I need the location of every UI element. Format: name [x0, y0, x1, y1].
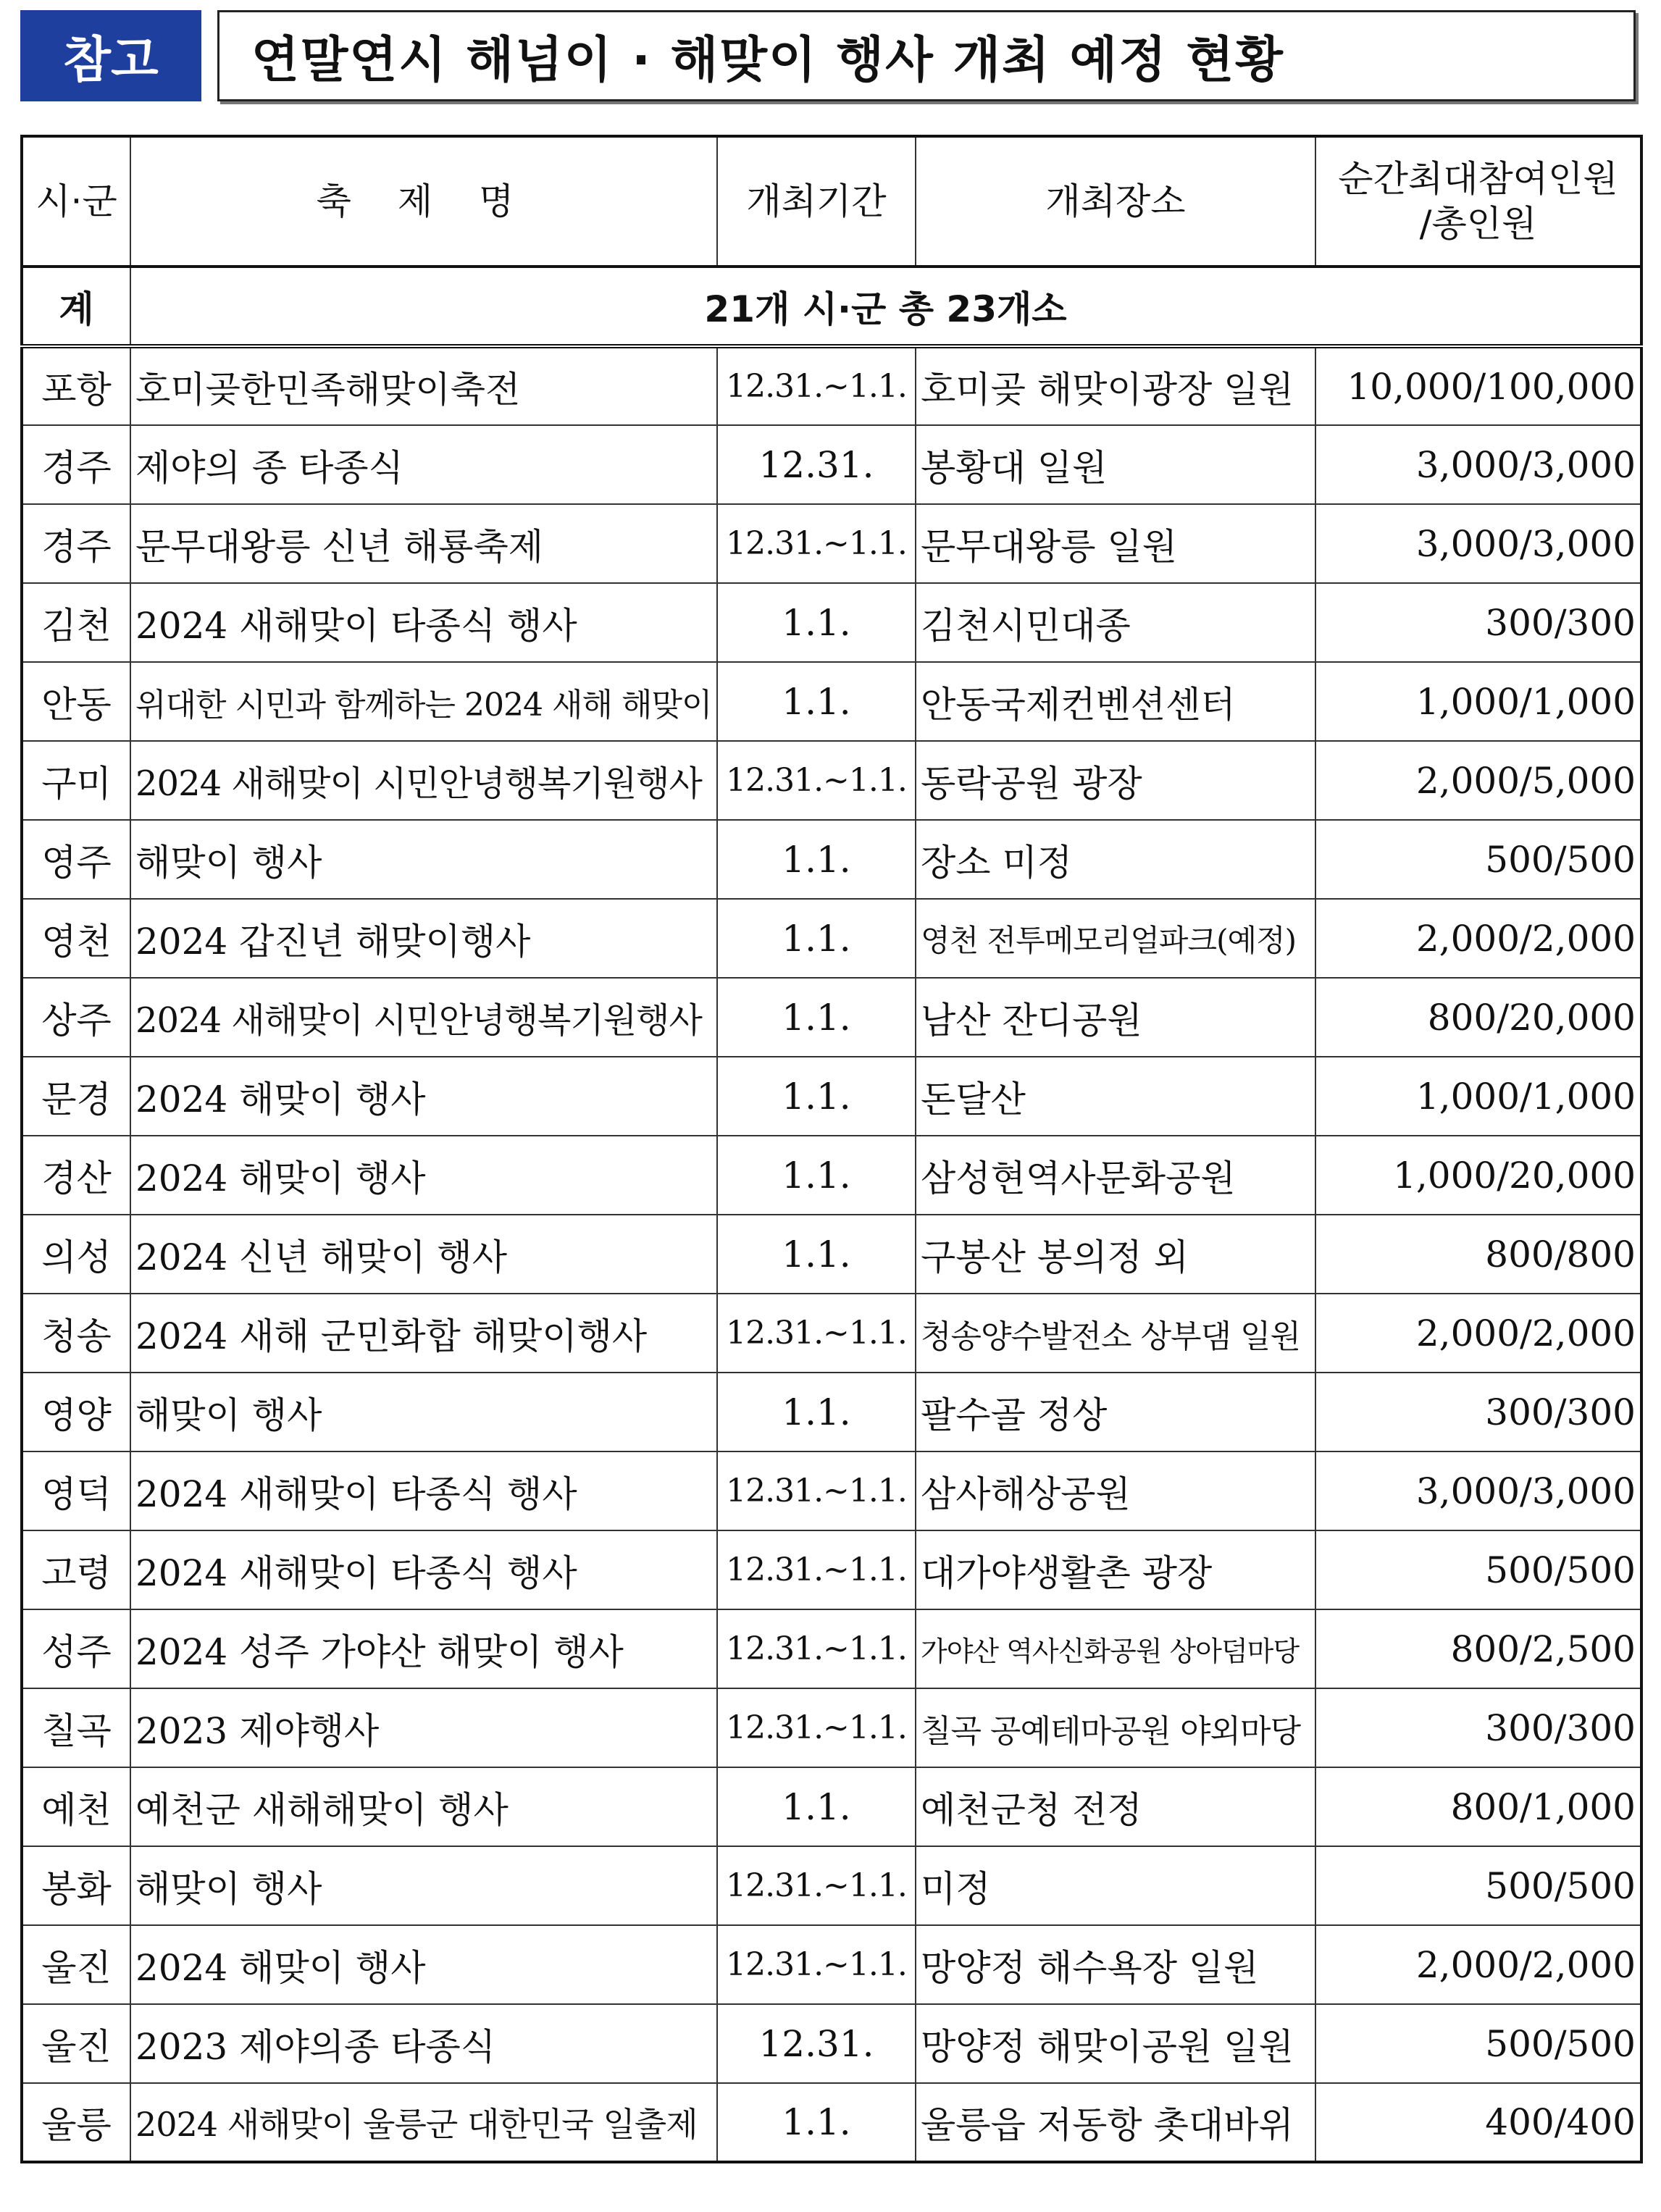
place-cell: 김천시민대종: [916, 583, 1315, 662]
date-cell: 1.1.: [717, 583, 916, 662]
table-row: [22, 1373, 1641, 1451]
attendance-cell: 800/1,000: [1315, 1767, 1641, 1846]
city-cell: 문경: [22, 1057, 130, 1136]
attendance-cell: 400/400: [1315, 2083, 1641, 2162]
attendance-cell: 800/800: [1315, 1215, 1641, 1294]
city-cell: 경산: [22, 1136, 130, 1215]
table-row: [22, 820, 1641, 899]
attendance-cell: 500/500: [1315, 1846, 1641, 1925]
place-cell: 망양정 해맞이공원 일원: [916, 2004, 1315, 2083]
place-cell: 삼사해상공원: [916, 1451, 1315, 1530]
city-cell: 영주: [22, 820, 130, 899]
event-name-cell: 2023 제야행사: [130, 1688, 717, 1767]
date-cell: 1.1.: [717, 662, 916, 741]
city-cell: 성주: [22, 1609, 130, 1688]
city-cell: 울진: [22, 1925, 130, 2004]
city-cell: 영덕: [22, 1451, 130, 1530]
city-cell: 칠곡: [22, 1688, 130, 1767]
attendance-cell: 300/300: [1315, 1688, 1641, 1767]
event-name-cell: 위대한 시민과 함께하는 2024 새해 해맞이: [130, 662, 717, 741]
city-cell: 예천: [22, 1767, 130, 1846]
attendance-cell: 300/300: [1315, 1373, 1641, 1451]
city-cell: 영양: [22, 1373, 130, 1451]
table-row: [22, 1925, 1641, 2004]
date-cell: 12.31.: [717, 425, 916, 504]
date-cell: 1.1.: [717, 2083, 916, 2162]
attendance-cell: 3,000/3,000: [1315, 425, 1641, 504]
table-row: [22, 1846, 1641, 1925]
col-header-place: 개최장소: [916, 136, 1315, 267]
date-cell: 1.1.: [717, 978, 916, 1057]
attendance-cell: 500/500: [1315, 820, 1641, 899]
document-title: 연말연시 해넘이 · 해맞이 행사 개최 예정 현황: [217, 10, 1636, 101]
date-cell: 12.31.~1.1.: [717, 741, 916, 820]
table-row: [22, 1688, 1641, 1767]
city-cell: 구미: [22, 741, 130, 820]
date-cell: 1.1.: [717, 820, 916, 899]
place-cell: 삼성현역사문화공원: [916, 1136, 1315, 1215]
city-cell: 안동: [22, 662, 130, 741]
table-row: [22, 899, 1641, 978]
col-header-name: 축 제 명: [130, 136, 717, 267]
city-cell: 울진: [22, 2004, 130, 2083]
table-row: [22, 662, 1641, 741]
total-summary: 21개 시·군 총 23개소: [130, 267, 1641, 346]
event-name-cell: 2023 제야의종 타종식: [130, 2004, 717, 2083]
event-name-cell: 2024 새해맞이 타종식 행사: [130, 583, 717, 662]
table-row: [22, 1530, 1641, 1609]
event-name-cell: 2024 해맞이 행사: [130, 1136, 717, 1215]
city-cell: 고령: [22, 1530, 130, 1609]
attendance-cell: 2,000/2,000: [1315, 1294, 1641, 1373]
place-cell: 가야산 역사신화공원 상아덤마당: [916, 1609, 1315, 1688]
date-cell: 12.31.~1.1.: [717, 1925, 916, 2004]
date-cell: 1.1.: [717, 1767, 916, 1846]
place-cell: 망양정 해수욕장 일원: [916, 1925, 1315, 2004]
table-row: [22, 1451, 1641, 1530]
total-label: 계: [22, 267, 130, 346]
date-cell: 1.1.: [717, 1215, 916, 1294]
place-cell: 영천 전투메모리얼파크(예정): [916, 899, 1315, 978]
city-cell: 영천: [22, 899, 130, 978]
attendance-cell: 1,000/1,000: [1315, 1057, 1641, 1136]
table-row: [22, 583, 1641, 662]
event-name-cell: 제야의 종 타종식: [130, 425, 717, 504]
place-cell: 울릉읍 저동항 촛대바위: [916, 2083, 1315, 2162]
date-cell: 12.31.~1.1.: [717, 1846, 916, 1925]
col-header-date: 개최기간: [717, 136, 916, 267]
place-cell: 칠곡 공예테마공원 야외마당: [916, 1688, 1315, 1767]
attendance-cell: 1,000/1,000: [1315, 662, 1641, 741]
place-cell: 청송양수발전소 상부댐 일원: [916, 1294, 1315, 1373]
date-cell: 12.31.~1.1.: [717, 346, 916, 425]
event-name-cell: 2024 해맞이 행사: [130, 1925, 717, 2004]
event-name-cell: 호미곶한민족해맞이축전: [130, 346, 717, 425]
event-name-cell: 예천군 새해해맞이 행사: [130, 1767, 717, 1846]
attendance-cell: 2,000/2,000: [1315, 1925, 1641, 2004]
table-row: [22, 978, 1641, 1057]
attendance-cell: 3,000/3,000: [1315, 504, 1641, 583]
date-cell: 12.31.~1.1.: [717, 504, 916, 583]
event-name-cell: 2024 새해 군민화합 해맞이행사: [130, 1294, 717, 1373]
place-cell: 예천군청 전정: [916, 1767, 1315, 1846]
city-cell: 포항: [22, 346, 130, 425]
table-row: [22, 346, 1641, 425]
attendance-cell: 500/500: [1315, 2004, 1641, 2083]
place-cell: 문무대왕릉 일원: [916, 504, 1315, 583]
place-cell: 장소 미정: [916, 820, 1315, 899]
date-cell: 1.1.: [717, 1373, 916, 1451]
place-cell: 돈달산: [916, 1057, 1315, 1136]
date-cell: 12.31.~1.1.: [717, 1451, 916, 1530]
event-name-cell: 해맞이 행사: [130, 1846, 717, 1925]
city-cell: 김천: [22, 583, 130, 662]
place-cell: 봉황대 일원: [916, 425, 1315, 504]
place-cell: 호미곶 해맞이광장 일원: [916, 346, 1315, 425]
date-cell: 12.31.: [717, 2004, 916, 2083]
attendance-cell: 10,000/100,000: [1315, 346, 1641, 425]
event-name-cell: 2024 성주 가야산 해맞이 행사: [130, 1609, 717, 1688]
attendance-cell: 1,000/20,000: [1315, 1136, 1641, 1215]
date-cell: 1.1.: [717, 899, 916, 978]
city-cell: 청송: [22, 1294, 130, 1373]
city-cell: 울릉: [22, 2083, 130, 2162]
date-cell: 12.31.~1.1.: [717, 1688, 916, 1767]
table-row: [22, 1609, 1641, 1688]
table-row: [22, 1057, 1641, 1136]
attendance-cell: 800/2,500: [1315, 1609, 1641, 1688]
event-name-cell: 2024 갑진년 해맞이행사: [130, 899, 717, 978]
place-cell: 대가야생활촌 광장: [916, 1530, 1315, 1609]
event-name-cell: 2024 새해맞이 시민안녕행복기원행사: [130, 978, 717, 1057]
event-name-cell: 2024 새해맞이 타종식 행사: [130, 1451, 717, 1530]
col-header-count: 순간최대참여인원 /총인원: [1315, 136, 1641, 267]
table-row: [22, 504, 1641, 583]
table-row: [22, 2083, 1641, 2162]
attendance-cell: 300/300: [1315, 583, 1641, 662]
date-cell: 1.1.: [717, 1136, 916, 1215]
table-header-row: [22, 136, 1641, 267]
city-cell: 경주: [22, 425, 130, 504]
place-cell: 팔수골 정상: [916, 1373, 1315, 1451]
date-cell: 12.31.~1.1.: [717, 1530, 916, 1609]
place-cell: 안동국제컨벤션센터: [916, 662, 1315, 741]
place-cell: 구봉산 봉의정 외: [916, 1215, 1315, 1294]
table-row: [22, 1136, 1641, 1215]
table-row: [22, 425, 1641, 504]
city-cell: 상주: [22, 978, 130, 1057]
attendance-cell: 800/20,000: [1315, 978, 1641, 1057]
event-name-cell: 문무대왕릉 신년 해룡축제: [130, 504, 717, 583]
table-row: [22, 1215, 1641, 1294]
total-row: [22, 267, 1641, 346]
event-name-cell: 해맞이 행사: [130, 1373, 717, 1451]
section-badge: 참고: [20, 10, 201, 101]
attendance-cell: 500/500: [1315, 1530, 1641, 1609]
city-cell: 봉화: [22, 1846, 130, 1925]
table-row: [22, 2004, 1641, 2083]
attendance-cell: 3,000/3,000: [1315, 1451, 1641, 1530]
date-cell: 12.31.~1.1.: [717, 1294, 916, 1373]
place-cell: 동락공원 광장: [916, 741, 1315, 820]
event-name-cell: 2024 새해맞이 타종식 행사: [130, 1530, 717, 1609]
attendance-cell: 2,000/5,000: [1315, 741, 1641, 820]
city-cell: 경주: [22, 504, 130, 583]
event-name-cell: 해맞이 행사: [130, 820, 717, 899]
events-table: [20, 135, 1643, 2163]
place-cell: 남산 잔디공원: [916, 978, 1315, 1057]
date-cell: 1.1.: [717, 1057, 916, 1136]
place-cell: 미정: [916, 1846, 1315, 1925]
event-name-cell: 2024 해맞이 행사: [130, 1057, 717, 1136]
table-row: [22, 1294, 1641, 1373]
city-cell: 의성: [22, 1215, 130, 1294]
table-row: [22, 741, 1641, 820]
attendance-cell: 2,000/2,000: [1315, 899, 1641, 978]
event-name-cell: 2024 신년 해맞이 행사: [130, 1215, 717, 1294]
date-cell: 12.31.~1.1.: [717, 1609, 916, 1688]
event-name-cell: 2024 새해맞이 시민안녕행복기원행사: [130, 741, 717, 820]
table-row: [22, 1767, 1641, 1846]
event-name-cell: 2024 새해맞이 울릉군 대한민국 일출제: [130, 2083, 717, 2162]
col-header-city: 시·군: [22, 136, 130, 267]
